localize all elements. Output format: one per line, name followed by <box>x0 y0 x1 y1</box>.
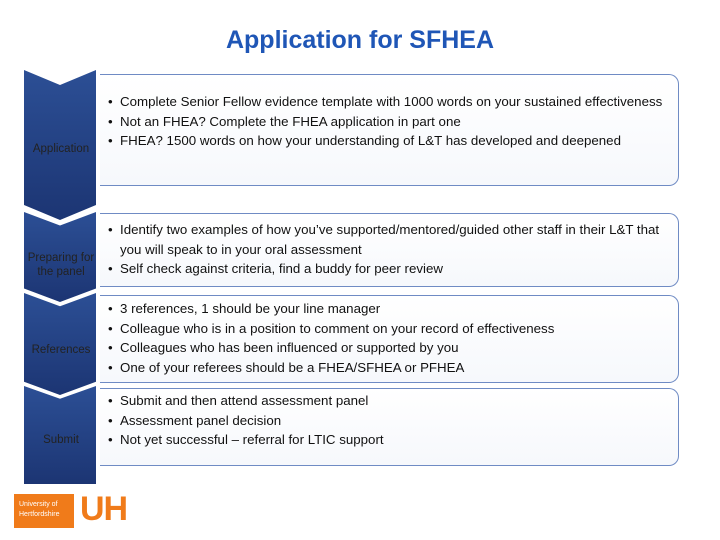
bullet-item: • FHEA? 1500 words on how your understanding of L&T has developed and deepened <box>120 131 678 151</box>
logo-letters: UH <box>80 490 128 528</box>
bullet-list <box>100 389 678 450</box>
step-label-preparing: Preparing for the panel <box>27 252 95 278</box>
bullet-item: • One of your referees should be a FHEA/SFHEA or PFHEA <box>120 358 678 378</box>
logo-text: University of Hertfordshire <box>19 501 60 518</box>
bullet-item: • Assessment panel decision <box>120 411 678 431</box>
step-label-application: Application <box>32 143 90 155</box>
bullet-item: • Self check against criteria, find a buddy for peer review <box>120 259 678 279</box>
step-box-submit <box>100 388 679 466</box>
step-label-submit: Submit <box>43 434 79 446</box>
bullet-item: • Colleagues who has been influenced or supported by you <box>120 338 678 358</box>
step-label-references: References <box>31 344 91 356</box>
bullet-item: • Not an FHEA? Complete the FHEA application in part one <box>120 112 678 132</box>
bullet-item: • Not yet successful – referral for LTIC support <box>120 430 678 450</box>
logo-box <box>14 494 74 528</box>
bullet-item: • Complete Senior Fellow evidence template with 1000 words on your sustained effectiveness <box>120 92 678 112</box>
bullet-item: • 3 references, 1 should be your line manager <box>120 299 678 319</box>
bullet-list <box>100 75 678 151</box>
bullet-list <box>100 296 678 377</box>
step-box-preparing <box>100 213 679 287</box>
bullet-item: • Submit and then attend assessment panel <box>120 391 678 411</box>
step-box-references <box>100 295 679 383</box>
bullet-item: • Identify two examples of how you’ve supported/mentored/guided other staff in their L&T that you will speak to in your oral assessment <box>120 220 678 259</box>
page-title: Application for SFHEA <box>225 26 495 54</box>
bullet-list <box>100 214 678 279</box>
step-box-application <box>100 74 679 186</box>
bullet-item: • Colleague who is in a position to comment on your record of effectiveness <box>120 319 678 339</box>
